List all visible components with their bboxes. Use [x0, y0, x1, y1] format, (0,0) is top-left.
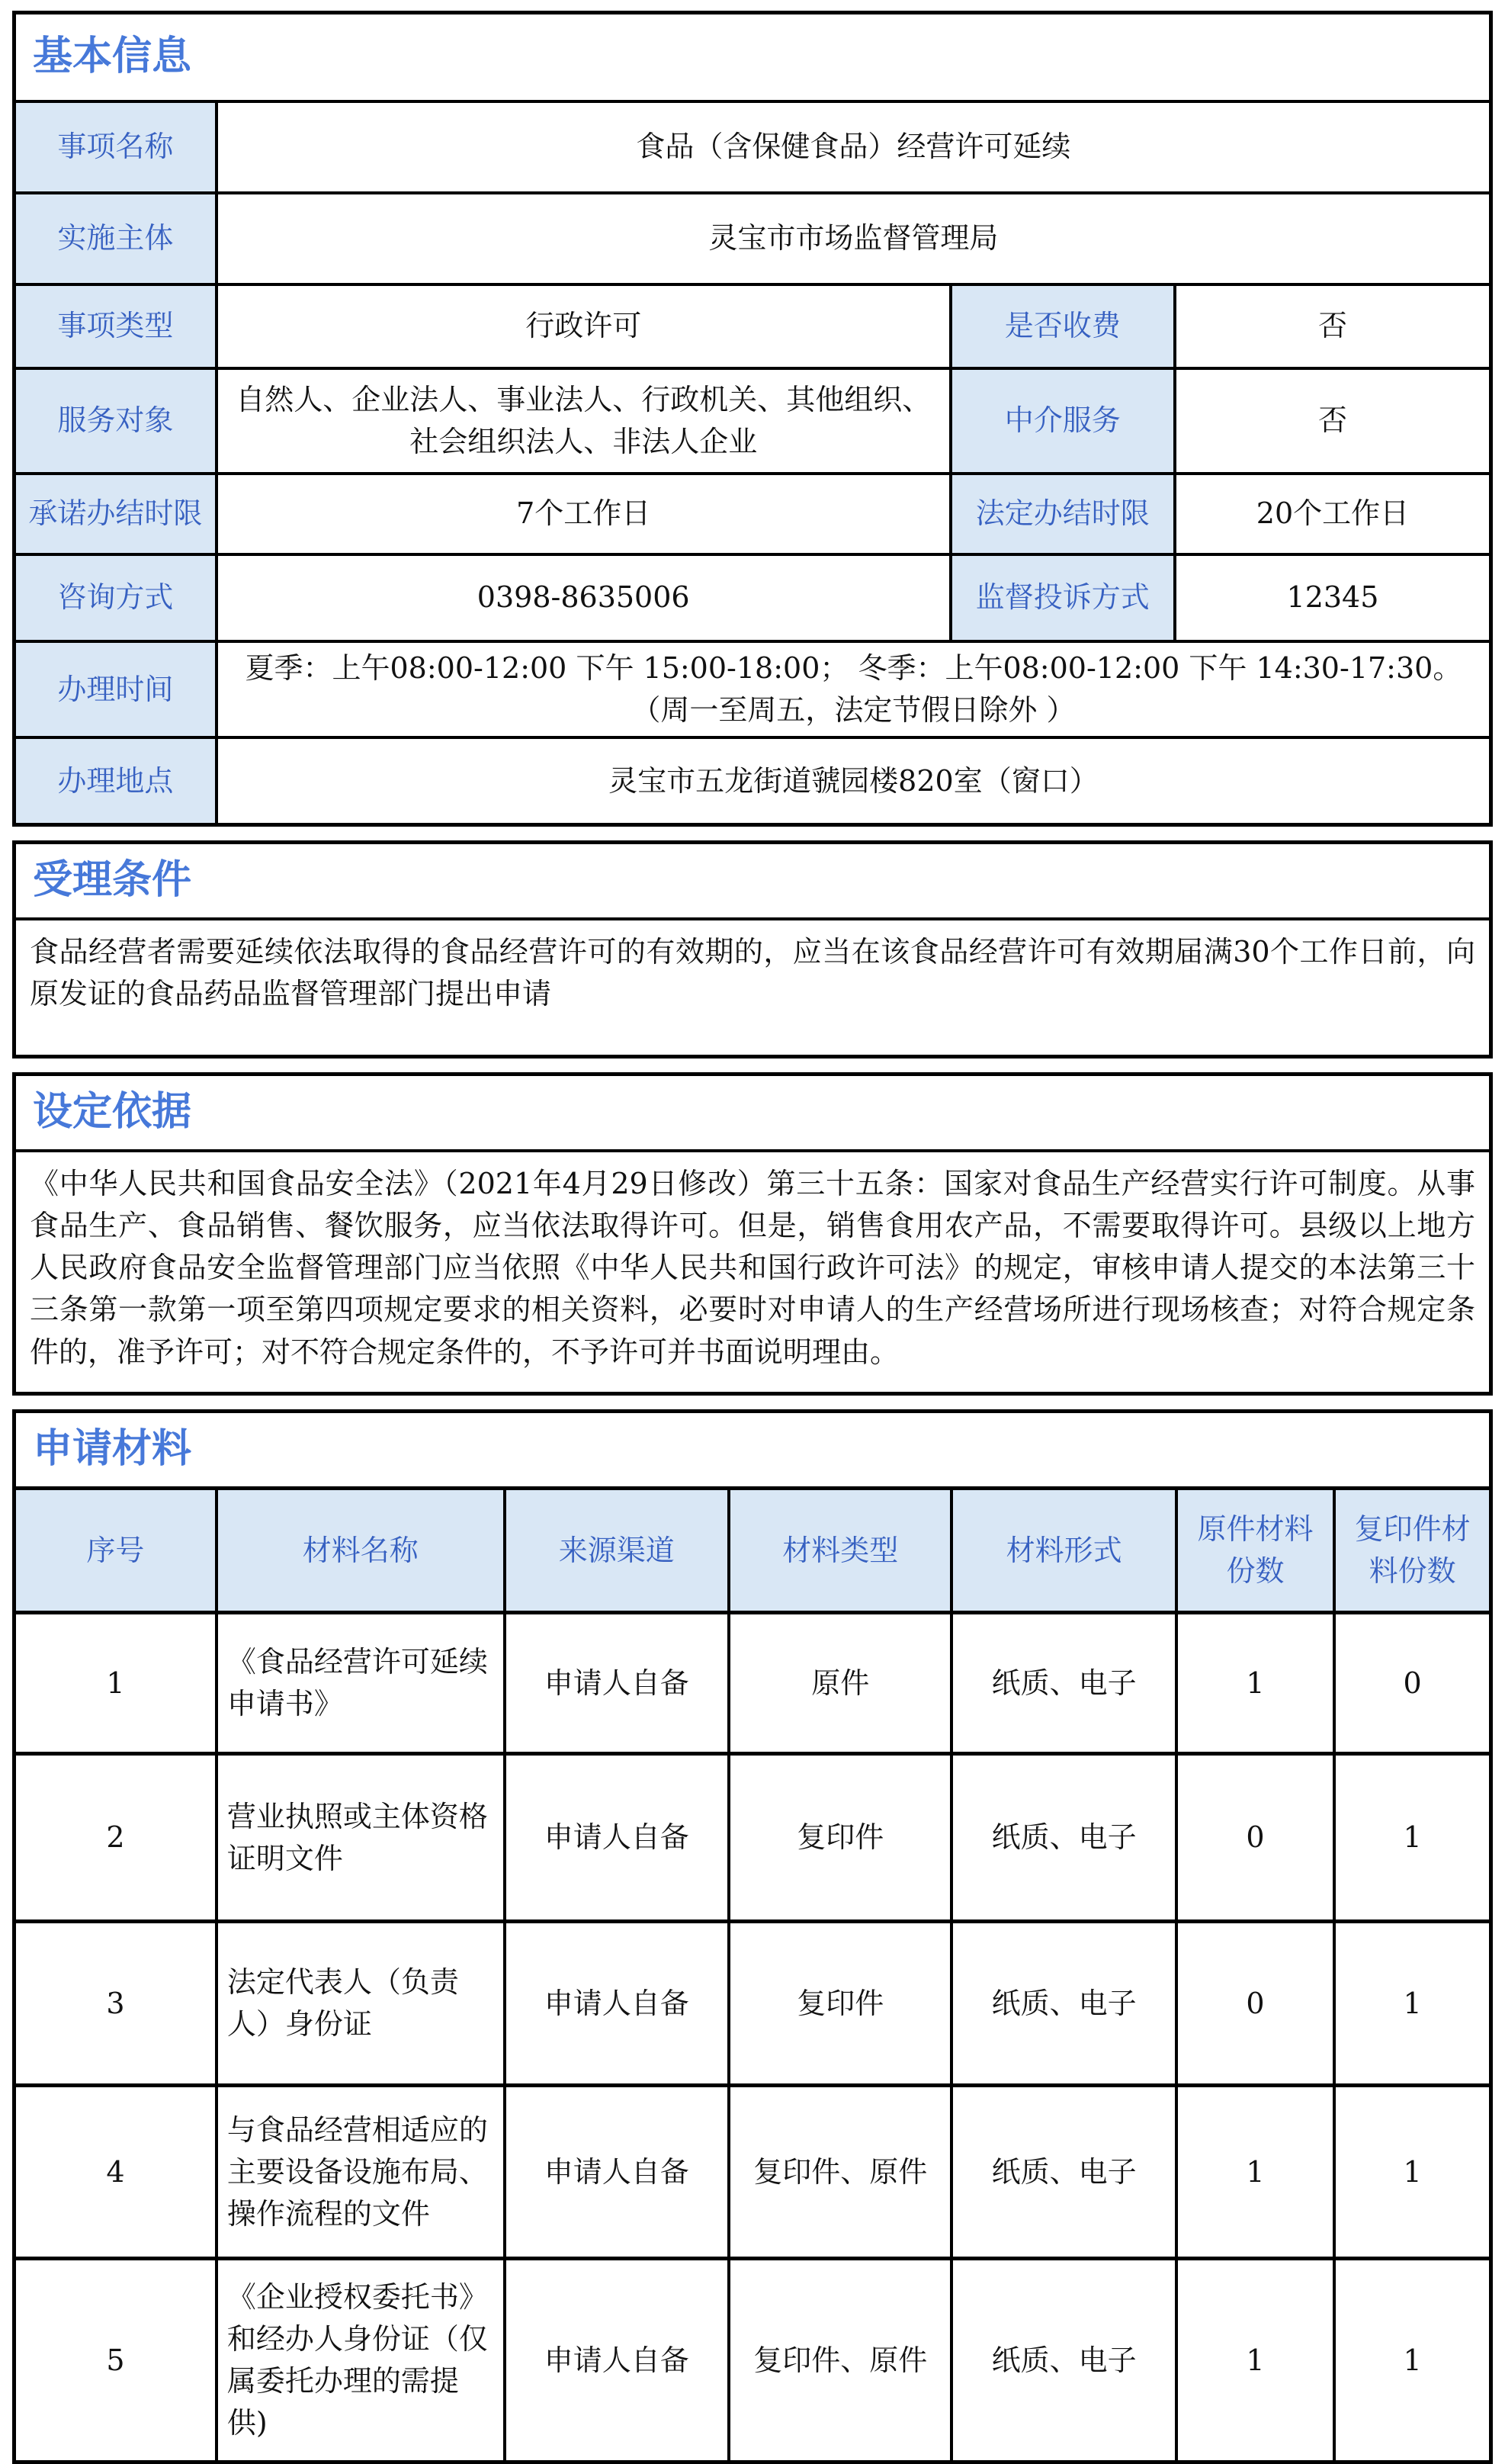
- table-row: [14, 554, 1491, 641]
- office-hours-line1: 夏季：上午08:00-12:00 下午 15:00-18:00； 冬季：上午08:00-12:00 下午 14:30-17:30。: [245, 651, 1462, 685]
- column-header: 材料形式: [951, 1489, 1176, 1613]
- table-row: [14, 2259, 1491, 2462]
- material-originals-count: 0: [1176, 1922, 1334, 2086]
- field-label: 办理地点: [14, 737, 217, 825]
- section-acceptance-conditions: [12, 840, 1493, 1059]
- material-type: 复印件、原件: [729, 2259, 951, 2462]
- basis-body-text: 《中华人民共和国食品安全法》（2021年4月29日修改）第三十五条：国家对食品生产经营实行许可制度。从事食品生产、食品销售、餐饮服务，应当依法取得许可。但是，销售食用农产品，不需要取得许可。县级以上地方人民政府食品安全监督管理部门应当依照《中华人民共和国行政许可法》的规定，审核申请人提交的本法第三十三条第一款第一项至第四项规定要求的相关资料，必要时对申请人的生产经营场所进行现场核查；对符合规定条件的，准予许可；对不符合规定条件的，不予许可并书面说明理由。: [14, 1151, 1491, 1394]
- field-label: 事项类型: [14, 284, 217, 368]
- material-name: 《食品经营许可延续申请书》: [217, 1613, 505, 1754]
- section-title-basic-info: 基本信息: [14, 13, 1491, 102]
- column-header: 序号: [14, 1489, 217, 1613]
- section-basic-info: [12, 11, 1493, 827]
- table-row: [14, 13, 1491, 102]
- field-value: 否: [1175, 284, 1491, 368]
- material-copies-count: 1: [1334, 1754, 1491, 1922]
- table-row: [14, 1754, 1491, 1922]
- material-form: 纸质、电子: [951, 1754, 1176, 1922]
- material-type: 复印件: [729, 1754, 951, 1922]
- field-label: 法定办结时限: [951, 474, 1175, 554]
- acceptance-table: [12, 840, 1493, 1059]
- table-row: [14, 1922, 1491, 2086]
- table-row: [14, 193, 1491, 284]
- legal-basis-table: [12, 1072, 1493, 1396]
- field-value: 自然人、企业法人、事业法人、行政机关、其他组织、社会组织法人、非法人企业: [217, 368, 951, 474]
- material-form: 纸质、电子: [951, 1613, 1176, 1754]
- section-legal-basis: [12, 1072, 1493, 1396]
- material-originals-count: 1: [1176, 2259, 1334, 2462]
- field-label: 中介服务: [951, 368, 1175, 474]
- field-value: 灵宝市五龙街道虢园楼820室（窗口）: [217, 737, 1491, 825]
- section-title-acceptance: 受理条件: [14, 843, 1491, 920]
- material-copies-count: 1: [1334, 2259, 1491, 2462]
- material-form: 纸质、电子: [951, 2259, 1176, 2462]
- materials-header-row: [14, 1489, 1491, 1613]
- field-label: 承诺办结时限: [14, 474, 217, 554]
- column-header: 材料类型: [729, 1489, 951, 1613]
- field-value: 0398-8635006: [217, 554, 951, 641]
- field-label: 咨询方式: [14, 554, 217, 641]
- material-type: 复印件: [729, 1922, 951, 2086]
- acceptance-body-text: 食品经营者需要延续依法取得的食品经营许可的有效期的，应当在该食品经营许可有效期届满30个工作日前，向原发证的食品药品监督管理部门提出申请: [14, 919, 1491, 1057]
- section-application-materials: [12, 1409, 1493, 2464]
- table-row: [14, 919, 1491, 1057]
- table-row: [14, 1412, 1491, 1489]
- field-value: 否: [1175, 368, 1491, 474]
- section-title-basis: 设定依据: [14, 1075, 1491, 1152]
- table-row: [14, 1613, 1491, 1754]
- material-name: 法定代表人（负责人）身份证: [217, 1922, 505, 2086]
- field-value: 食品（含保健食品）经营许可延续: [217, 101, 1491, 193]
- material-source: 申请人自备: [505, 1613, 729, 1754]
- field-label: 办理时间: [14, 641, 217, 737]
- material-copies-count: 1: [1334, 1922, 1491, 2086]
- field-label: 实施主体: [14, 193, 217, 284]
- material-source: 申请人自备: [505, 1754, 729, 1922]
- basic-info-table: [12, 11, 1493, 827]
- materials-table: [12, 1409, 1493, 2464]
- field-value: [217, 641, 1491, 737]
- material-source: 申请人自备: [505, 2086, 729, 2259]
- table-row: [14, 843, 1491, 920]
- material-originals-count: 1: [1176, 2086, 1334, 2259]
- material-type: 复印件、原件: [729, 2086, 951, 2259]
- field-value: 灵宝市市场监督管理局: [217, 193, 1491, 284]
- field-value: 12345: [1175, 554, 1491, 641]
- column-header: 复印件材料份数: [1334, 1489, 1491, 1613]
- table-row: [14, 474, 1491, 554]
- material-copies-count: 0: [1334, 1613, 1491, 1754]
- material-no: 2: [14, 1754, 217, 1922]
- field-value: 20个工作日: [1175, 474, 1491, 554]
- material-name: 营业执照或主体资格证明文件: [217, 1754, 505, 1922]
- material-originals-count: 0: [1176, 1754, 1334, 1922]
- table-row: [14, 1075, 1491, 1152]
- material-no: 4: [14, 2086, 217, 2259]
- material-source: 申请人自备: [505, 2259, 729, 2462]
- material-type: 原件: [729, 1613, 951, 1754]
- table-row: [14, 641, 1491, 737]
- field-label: 是否收费: [951, 284, 1175, 368]
- column-header: 原件材料份数: [1176, 1489, 1334, 1613]
- field-value: 行政许可: [217, 284, 951, 368]
- table-row: [14, 284, 1491, 368]
- office-hours-line2: （周一至周五，法定节假日除外 ）: [631, 693, 1076, 728]
- material-no: 3: [14, 1922, 217, 2086]
- field-label: 监督投诉方式: [951, 554, 1175, 641]
- column-header: 来源渠道: [505, 1489, 729, 1613]
- section-title-materials: 申请材料: [14, 1412, 1491, 1489]
- material-no: 5: [14, 2259, 217, 2462]
- table-row: [14, 737, 1491, 825]
- material-source: 申请人自备: [505, 1922, 729, 2086]
- field-label: 服务对象: [14, 368, 217, 474]
- material-originals-count: 1: [1176, 1613, 1334, 1754]
- material-name: 《企业授权委托书》和经办人身份证（仅属委托办理的需提供): [217, 2259, 505, 2462]
- field-value: 7个工作日: [217, 474, 951, 554]
- material-copies-count: 1: [1334, 2086, 1491, 2259]
- table-row: [14, 1151, 1491, 1394]
- column-header: 材料名称: [217, 1489, 505, 1613]
- material-name: 与食品经营相适应的主要设备设施布局、操作流程的文件: [217, 2086, 505, 2259]
- material-form: 纸质、电子: [951, 1922, 1176, 2086]
- field-label: 事项名称: [14, 101, 217, 193]
- table-row: [14, 101, 1491, 193]
- table-row: [14, 2086, 1491, 2259]
- table-row: [14, 368, 1491, 474]
- material-form: 纸质、电子: [951, 2086, 1176, 2259]
- material-no: 1: [14, 1613, 217, 1754]
